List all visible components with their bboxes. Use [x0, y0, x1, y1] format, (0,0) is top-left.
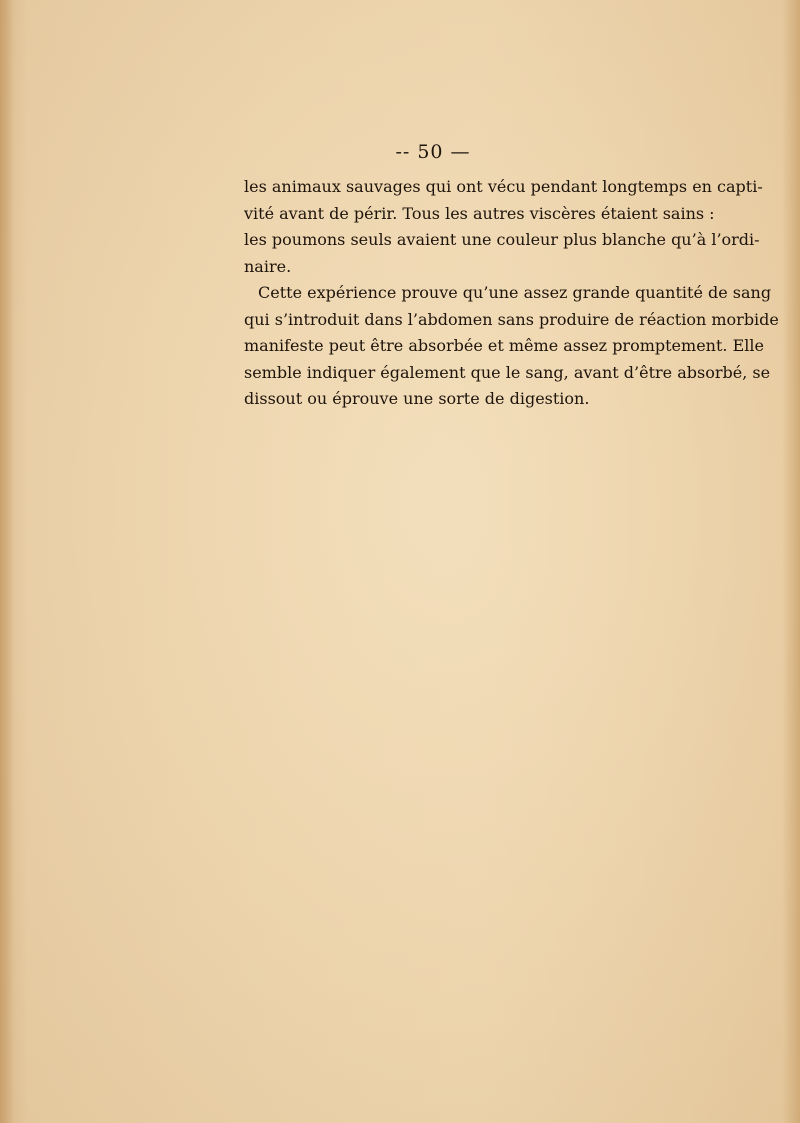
text-line: semble indiquer également que le sang, avant d’être absorbé, se: [244, 362, 771, 382]
text-line: Cette expérience prouve qu’une assez grande quantité de sang: [258, 283, 772, 302]
text-line: les animaux sauvages qui ont vécu pendant longtemps en capti-: [244, 177, 763, 196]
page-number: -- 50 —: [395, 141, 471, 163]
text-line: dissout ou éprouve une sorte de digestion.: [244, 389, 590, 408]
page-right-edge: [782, 0, 800, 1123]
text-line: vité avant de périr. Tous les autres viscères étaient sains :: [244, 203, 715, 223]
paragraph-2: [244, 280, 779, 413]
text-line: manifeste peut être absorbée et même assez promptement. Elle: [244, 336, 764, 355]
text-line: naire.: [244, 256, 292, 276]
page-left-edge: [0, 0, 14, 1123]
text-line: les poumons seuls avaient une couleur plus blanche qu’à l’ordi-: [244, 230, 760, 249]
paragraph-1: [244, 174, 763, 280]
body-text: [244, 174, 779, 413]
text-line: qui s’introduit dans l’abdomen sans produire de réaction morbide: [244, 309, 779, 329]
